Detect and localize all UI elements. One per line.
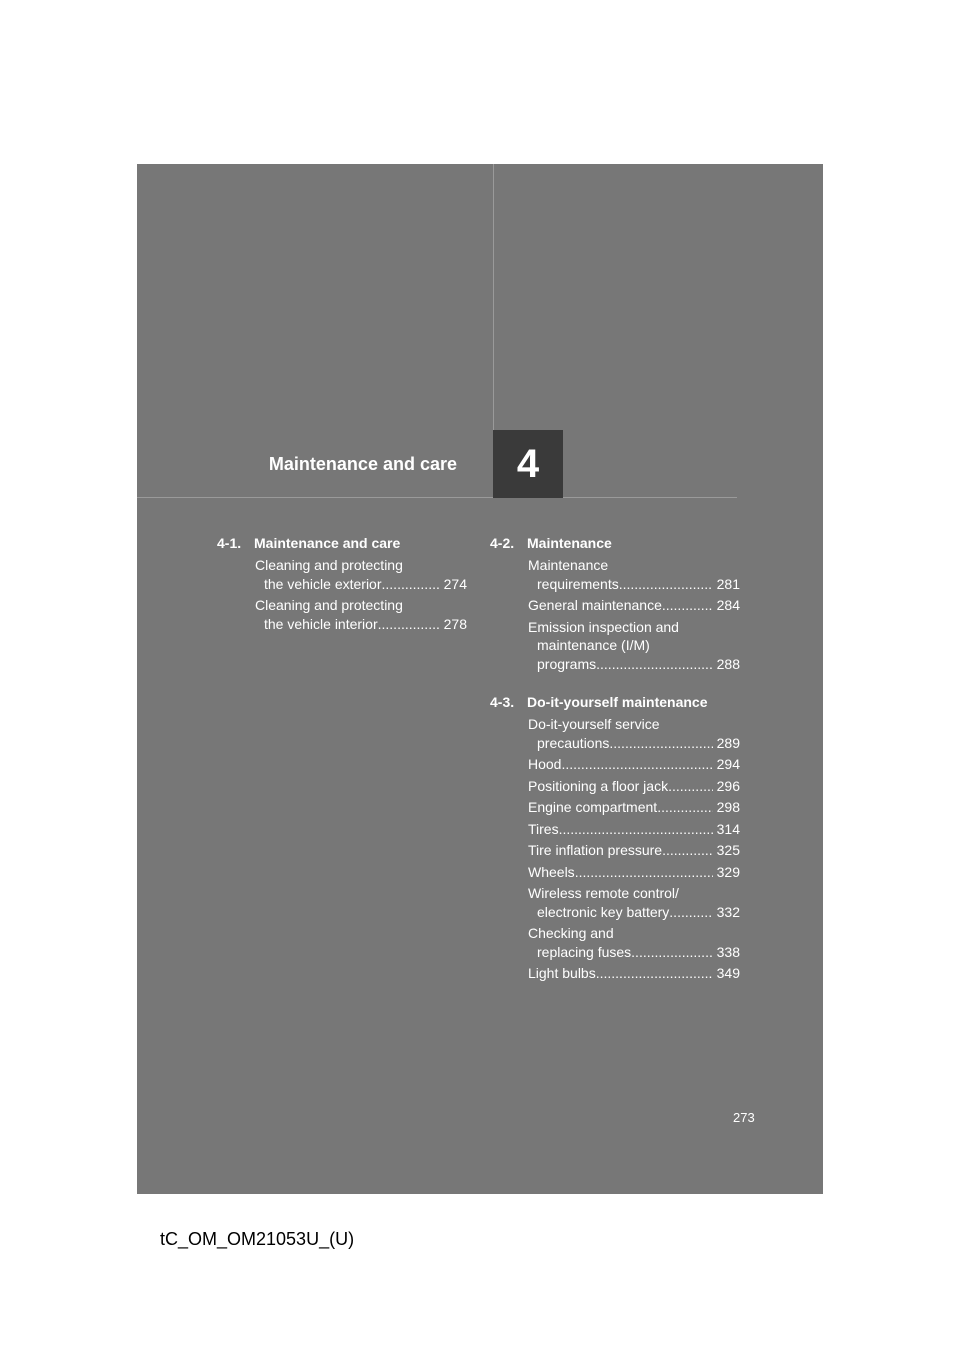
entry-text: the vehicle interior bbox=[264, 615, 378, 632]
entry-text: Cleaning and protecting bbox=[255, 557, 403, 573]
entry-text: Tires bbox=[528, 820, 559, 837]
entry-page-number: 338 bbox=[716, 943, 740, 960]
entry-text: maintenance (I/M) bbox=[537, 637, 650, 653]
leader-dots bbox=[575, 863, 713, 882]
toc-entry[interactable] bbox=[528, 924, 740, 961]
leader-dots bbox=[668, 777, 713, 796]
entry-text: Maintenance bbox=[528, 557, 609, 573]
entry-page-number: 332 bbox=[716, 903, 740, 920]
entry-text: Positioning a floor jack bbox=[528, 777, 669, 794]
leader-dots bbox=[631, 943, 712, 962]
toc-entry[interactable] bbox=[528, 755, 740, 774]
leader-dots bbox=[662, 841, 713, 860]
section-number: 4-1. bbox=[217, 535, 242, 551]
entry-text: Emission inspection and bbox=[528, 618, 679, 635]
leader-dots bbox=[662, 596, 713, 615]
leader-dots bbox=[559, 820, 713, 839]
entry-page-number: 281 bbox=[716, 575, 740, 592]
toc-entry[interactable] bbox=[528, 841, 740, 860]
leader-dots bbox=[382, 575, 440, 594]
entry-text: Wireless remote control/ bbox=[528, 885, 679, 901]
document-code: tC_OM_OM21053U_(U) bbox=[160, 1229, 355, 1249]
entry-text: electronic key battery bbox=[537, 903, 670, 920]
section-title: Maintenance bbox=[527, 535, 612, 551]
entry-page-number: 284 bbox=[716, 597, 740, 613]
entry-page-number: 296 bbox=[716, 777, 740, 794]
entry-text: Wheels bbox=[528, 863, 575, 880]
section-number: 4-2. bbox=[490, 535, 515, 551]
horizontal-divider bbox=[137, 497, 737, 498]
toc-column-left bbox=[217, 534, 467, 653]
leader-dots bbox=[378, 615, 440, 634]
leader-dots bbox=[596, 655, 713, 674]
toc-section bbox=[217, 534, 467, 633]
toc-entry[interactable] bbox=[528, 618, 740, 674]
entry-text: Do-it-yourself service bbox=[528, 716, 660, 732]
entry-text: Tire inflation pressure bbox=[528, 842, 663, 858]
leader-dots bbox=[596, 964, 713, 983]
toc-entry[interactable] bbox=[528, 596, 740, 615]
entry-text: precautions bbox=[537, 734, 610, 751]
entry-text: the vehicle exterior bbox=[264, 575, 382, 592]
toc-entry[interactable] bbox=[528, 798, 740, 817]
page-panel bbox=[137, 164, 823, 1194]
entry-text: Hood bbox=[528, 756, 562, 772]
chapter-number: 4 bbox=[516, 441, 540, 486]
toc-entry[interactable] bbox=[528, 863, 740, 882]
entry-text: Light bulbs bbox=[528, 965, 596, 981]
section-title: Maintenance and care bbox=[254, 535, 401, 551]
entry-page-number: 325 bbox=[716, 842, 740, 858]
entry-page-number: 274 bbox=[443, 575, 467, 592]
page-number: 273 bbox=[733, 1110, 755, 1125]
toc-column-right bbox=[490, 534, 740, 1003]
toc-entry[interactable] bbox=[528, 884, 740, 921]
entry-text: requirements bbox=[537, 575, 619, 592]
entry-page-number: 349 bbox=[716, 965, 740, 981]
entry-page-number: 298 bbox=[716, 799, 740, 815]
entry-page-number: 288 bbox=[716, 655, 740, 672]
toc-section bbox=[490, 534, 740, 673]
toc-entry[interactable] bbox=[255, 556, 467, 593]
toc-section bbox=[490, 693, 740, 983]
toc-entry[interactable] bbox=[528, 964, 740, 983]
section-heading[interactable] bbox=[490, 693, 740, 711]
entry-text: replacing fuses bbox=[537, 943, 632, 960]
toc-entry[interactable] bbox=[528, 820, 740, 839]
chapter-title: Maintenance and care bbox=[268, 454, 457, 474]
section-title: Do-it-yourself maintenance bbox=[527, 694, 708, 710]
leader-dots bbox=[619, 575, 713, 594]
entry-text: Engine compartment bbox=[528, 799, 658, 815]
entry-text: Cleaning and protecting bbox=[255, 597, 403, 613]
toc-entry[interactable] bbox=[528, 715, 740, 752]
entry-text: programs bbox=[537, 655, 597, 672]
toc-entry[interactable] bbox=[255, 596, 467, 633]
leader-dots bbox=[561, 755, 712, 774]
entry-page-number: 329 bbox=[716, 863, 740, 880]
entry-page-number: 314 bbox=[716, 820, 740, 837]
entry-page-number: 294 bbox=[716, 756, 740, 772]
toc-entry[interactable] bbox=[528, 777, 740, 796]
section-heading[interactable] bbox=[217, 534, 467, 552]
section-heading[interactable] bbox=[490, 534, 740, 552]
section-number: 4-3. bbox=[490, 694, 515, 710]
leader-dots bbox=[609, 734, 712, 753]
entry-text: Checking and bbox=[528, 925, 614, 941]
toc-entry[interactable] bbox=[528, 556, 740, 593]
entry-page-number: 289 bbox=[716, 734, 740, 751]
leader-dots bbox=[669, 903, 712, 922]
entry-page-number: 278 bbox=[443, 615, 467, 632]
chapter-number-box bbox=[493, 430, 563, 498]
entry-text: General maintenance bbox=[528, 597, 662, 613]
leader-dots bbox=[657, 798, 712, 817]
